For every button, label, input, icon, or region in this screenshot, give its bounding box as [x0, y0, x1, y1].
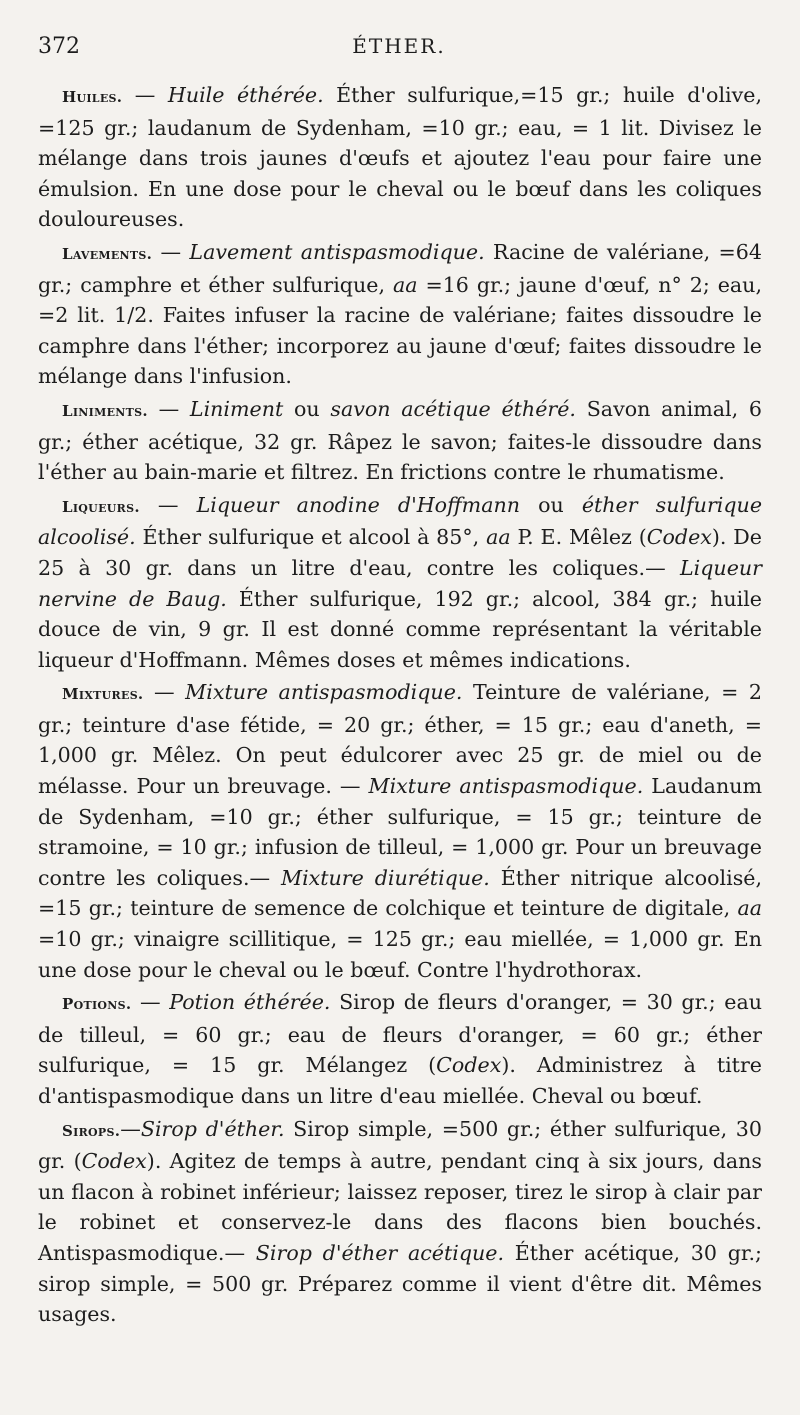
- italic-text-run: Sirop d'éther acétique.: [255, 1240, 504, 1265]
- italic-text-run: Liniment: [189, 396, 284, 421]
- text-run: —: [143, 680, 186, 705]
- section-heading: Liniments.: [62, 401, 148, 420]
- text-run: =16 gr.; jaune d'œuf, n° 2; eau, =2 lit. 1/2. Faites infuser la racine de valériane; faites dissoudre le camphre dans l'éther; incorporez au jaune d'œuf; faites dissoudre le mélange dans l'infusion.: [38, 272, 762, 389]
- running-title: ÉTHER.: [352, 34, 446, 58]
- text-run: P. E. Mêlez (: [510, 525, 647, 550]
- paragraph-liniments: [38, 394, 762, 488]
- italic-text-run: Liqueur anodine d'Hoffmann: [196, 492, 521, 517]
- italic-text-run: Mixture antispasmodique.: [368, 774, 644, 799]
- text-run: —: [139, 492, 197, 517]
- italic-text-run: aa: [486, 525, 511, 550]
- text-run: ). Agitez de temps à autre, pendant cinq à six jours, dans un flacon à robinet inférieur; laissez reposer, tirez le sirop à clair par le robinet et conservez-le dans des flacons bien bouchés. Antispasmodique.—: [38, 1149, 762, 1265]
- italic-text-run: Lavement antispasmodique.: [189, 239, 485, 264]
- italic-text-run: Huile éthérée.: [167, 83, 324, 107]
- italic-text-run: Sirop d'éther.: [140, 1116, 285, 1141]
- italic-text-run: Codex: [646, 525, 712, 550]
- text-run: Éther nitrique alcoolisé, =15 gr.; teinture de semence de colchique et teinture de digitale,: [38, 865, 762, 921]
- italic-text-run: Codex: [81, 1149, 147, 1174]
- text-run: Éther sulfurique et alcool à 85°,: [135, 525, 487, 550]
- text-run: Teinture de valériane, = 2 gr.; teinture d'ase fétide, = 20 gr.; éther, = 15 gr.; eau d'aneth, = 1,000 gr. Mêlez. On peut édulcorer avec 25 gr. de miel ou de mélasse. Pour un breuvage. —: [38, 680, 763, 799]
- section-heading: Huiles.: [62, 88, 123, 106]
- italic-text-run: Potion éthérée.: [169, 990, 331, 1015]
- text-run: —: [120, 1116, 141, 1141]
- text-run: Racine de valériane, =64 gr.; camphre et éther sulfurique,: [38, 239, 763, 297]
- paragraph-huiles: [38, 80, 762, 235]
- paragraph-potions: [38, 987, 762, 1111]
- text-run: —: [131, 990, 170, 1015]
- italic-text-run: savon acétique éthéré.: [330, 396, 576, 421]
- section-heading: Lavements.: [62, 244, 153, 263]
- text-run: Éther acétique, 30 gr.; sirop simple, = 500 gr. Préparez comme il vient d'être dit. Mêmes usages.: [38, 1240, 762, 1327]
- section-heading: Sirops.: [62, 1121, 121, 1140]
- section-heading: Liqueurs.: [62, 497, 140, 516]
- text-run: ou: [520, 492, 582, 517]
- italic-text-run: aa: [392, 272, 418, 297]
- italic-text-run: Liqueur nervine de Baug.: [38, 555, 762, 611]
- italic-text-run: aa: [737, 896, 762, 921]
- text-run: Sirop simple, =500 gr.; éther sulfurique, 30 gr. (: [38, 1116, 762, 1174]
- paragraph-liqueurs: [38, 490, 762, 676]
- paragraph-mixtures: [38, 677, 762, 985]
- text-run: ). Administrez à titre d'antispasmodique dans un litre d'eau miellée. Cheval ou bœuf.: [38, 1053, 762, 1108]
- paragraph-sirops: [38, 1114, 762, 1330]
- italic-text-run: Mixture antispasmodique.: [185, 680, 463, 705]
- text-run: Savon animal, 6 gr.; éther acétique, 32 gr. Râpez le savon; faites-le dissoudre dans l'éther au bain-marie et filtrez. En frictions contre le rhumatisme.: [38, 396, 762, 485]
- italic-text-run: Codex: [436, 1053, 502, 1078]
- page-header: [38, 34, 760, 64]
- text-run: ). De 25 à 30 gr. dans un litre d'eau, contre les coliques.—: [38, 525, 762, 580]
- text-run: Éther sulfurique, 192 gr.; alcool, 384 gr.; huile douce de vin, 9 gr. Il est donné comme représentant la véritable liqueur d'Hoffmann. Mêmes doses et mêmes indications.: [38, 586, 762, 672]
- paragraph-lavements: [38, 237, 762, 392]
- text-run: —: [147, 396, 190, 421]
- text-run: —: [152, 239, 190, 264]
- italic-text-run: éther sulfurique alcoolisé.: [38, 492, 763, 550]
- page-body: [38, 80, 762, 1332]
- text-run: Laudanum de Sydenham, =10 gr.; éther sulfurique, = 15 gr.; teinture de stramoine, = 10 gr.; infusion de tilleul, = 1,000 gr. Pour un breuvage contre les coliques.—: [38, 774, 763, 890]
- text-run: Sirop de fleurs d'oranger, = 30 gr.; eau de tilleul, = 60 gr.; eau de fleurs d'oranger, = 60 gr.; éther sulfurique, = 15 gr. Mélangez (: [38, 990, 763, 1078]
- text-run: =10 gr.; vinaigre scillitique, = 125 gr.; eau miellée, = 1,000 gr. En une dose pour le cheval ou le bœuf. Contre l'hydrothorax.: [38, 927, 762, 982]
- page-number: 372: [38, 34, 80, 59]
- text-run: —: [122, 83, 168, 107]
- italic-text-run: Mixture diurétique.: [280, 865, 490, 890]
- text-run: Éther sulfurique,=15 gr.; huile d'olive, =125 gr.; laudanum de Sydenham, =10 gr.; eau, = 1 lit. Divisez le mélange dans trois jaunes d'œufs et ajoutez l'eau pour faire une émulsion. En une dose pour le cheval ou le bœuf dans les coliques douloureuses.: [38, 83, 762, 232]
- text-run: ou: [283, 396, 331, 421]
- section-heading: Mixtures.: [62, 685, 144, 704]
- section-heading: Potions.: [62, 995, 132, 1014]
